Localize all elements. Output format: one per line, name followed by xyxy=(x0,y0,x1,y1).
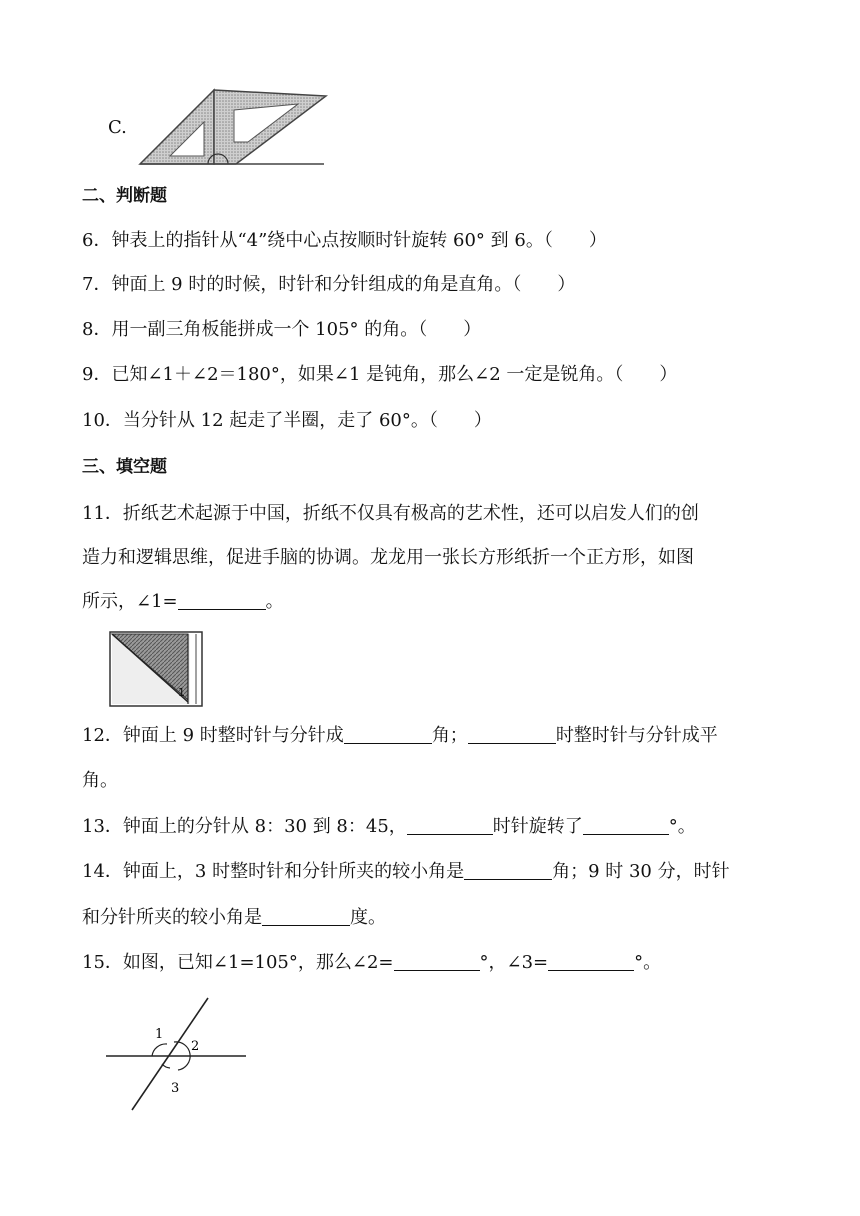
answer-blank-q14-b[interactable] xyxy=(262,907,350,926)
question-10: 10．当分针从 12 起走了半圈，走了 60°。（ ） xyxy=(82,410,492,431)
angle-label-1: 1 xyxy=(155,1027,164,1042)
triangle-ruler-right xyxy=(214,90,326,164)
folded-paper-figure xyxy=(108,630,204,708)
question-15: 15．如图，已知∠1=105°，那么∠2= °，∠3= °。 xyxy=(82,952,662,973)
question-7: 7．钟面上 9 时的时候，时针和分针组成的角是直角。（ ） xyxy=(82,274,576,295)
angle-label-2: 2 xyxy=(191,1039,200,1054)
answer-blank-q11[interactable] xyxy=(178,591,266,610)
answer-blank-q12-b[interactable] xyxy=(468,725,556,744)
question-8: 8．用一副三角板能拼成一个 105° 的角。（ ） xyxy=(82,319,482,340)
answer-blank-q15-b[interactable] xyxy=(548,952,634,971)
section-judge-heading: 二、判断题 xyxy=(82,186,167,206)
question-14-line-2: 和分针所夹的较小角是 度。 xyxy=(82,907,386,928)
question-11-line-2: 造力和逻辑思维，促进手脑的协调。龙龙用一张长方形纸折一个正方形，如图 xyxy=(82,547,694,568)
question-13: 13．钟面上的分针从 8：30 到 8：45， 时针旋转了 °。 xyxy=(82,816,696,837)
question-6: 6．钟表上的指针从“4”绕中心点按顺时针旋转 60° 到 6。（ ） xyxy=(82,230,607,251)
question-9: 9．已知∠1＋∠2＝180°，如果∠1 是钝角，那么∠2 一定是锐角。（ ） xyxy=(82,364,678,385)
answer-blank-q15-a[interactable] xyxy=(394,952,480,971)
question-11-line-1: 11．折纸艺术起源于中国，折纸不仅具有极高的艺术性，还可以启发人们的创 xyxy=(82,503,699,524)
question-12-line-1: 12．钟面上 9 时整时针与分针成 角； 时整时针与分针成平 xyxy=(82,725,718,746)
option-c-label: C. xyxy=(108,117,127,138)
question-11-line-3: 所示，∠1= 。 xyxy=(82,591,284,612)
question-14-line-1: 14．钟面上，3 时整时针和分针所夹的较小角是 角；9 时 30 分，时针 xyxy=(82,861,730,882)
triangle-rulers-figure xyxy=(138,88,328,168)
answer-blank-q14-a[interactable] xyxy=(464,861,552,880)
section-fill-heading: 三、填空题 xyxy=(82,457,167,477)
answer-blank-q12-a[interactable] xyxy=(344,725,432,744)
answer-blank-q13-b[interactable] xyxy=(583,816,669,835)
answer-blank-q13-a[interactable] xyxy=(407,816,493,835)
intersecting-lines-figure xyxy=(104,994,250,1116)
fold-angle-label: 1 xyxy=(178,686,185,699)
question-12-line-2: 角。 xyxy=(82,770,118,791)
angle-label-3: 3 xyxy=(171,1081,180,1096)
